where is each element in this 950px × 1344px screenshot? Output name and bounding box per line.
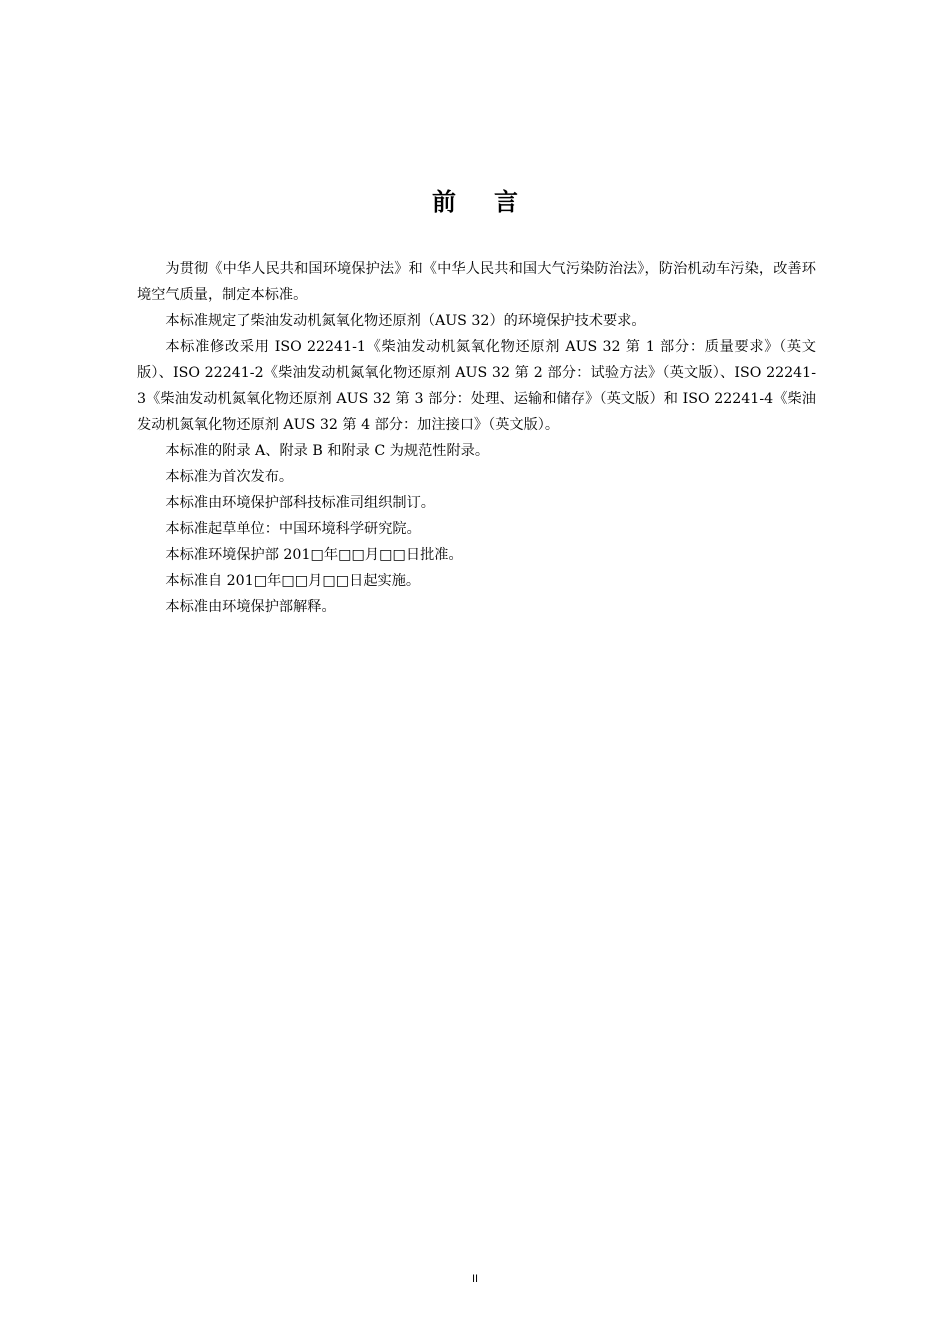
paragraph-scope: 本标准规定了柴油发动机氮氧化物还原剂（AUS 32）的环境保护技术要求。 [165, 313, 646, 329]
paragraph-interpretation: 本标准由环境保护部解释。 [165, 599, 336, 615]
paragraph-effective-date: 本标准自 201□年□□月□□日起实施。 [165, 573, 421, 589]
paragraph-approval-date: 本标准环境保护部 201□年□□月□□日批准。 [165, 547, 463, 563]
paragraph-appendices: 本标准的附录 A、附录 B 和附录 C 为规范性附录。 [165, 443, 490, 459]
page-title: 前言 [432, 188, 556, 216]
preface-body [137, 256, 816, 620]
paragraph-organizer: 本标准由环境保护部科技标准司组织制订。 [165, 495, 435, 511]
paragraph-purpose: 为贯彻《中华人民共和国环境保护法》和《中华人民共和国大气污染防治法》，防治机动车污染，改善环境空气质量，制定本标准。 [137, 261, 816, 303]
paragraph-drafting-unit: 本标准起草单位：中国环境科学研究院。 [165, 521, 421, 537]
page-number: II [471, 1273, 479, 1285]
paragraph-first-release: 本标准为首次发布。 [165, 469, 294, 485]
paragraph-iso-adoption: 本标准修改采用 ISO 22241-1《柴油发动机氮氧化物还原剂 AUS 32 第 1 部分：质量要求》（英文版）、ISO 22241-2《柴油发动机氮氧化物还原剂 AUS 32 第 2 部分：试验方法》（英文版）、ISO 22241-3《柴油发动机氮氧化物还原剂 AUS 32 第 3 部分：处理、运输和储存》（英文版）和 ISO 22241-4《柴油发动机氮氧化物还原剂 AUS 32 第 4 部分：加注接口》（英文版）。 [137, 339, 816, 433]
